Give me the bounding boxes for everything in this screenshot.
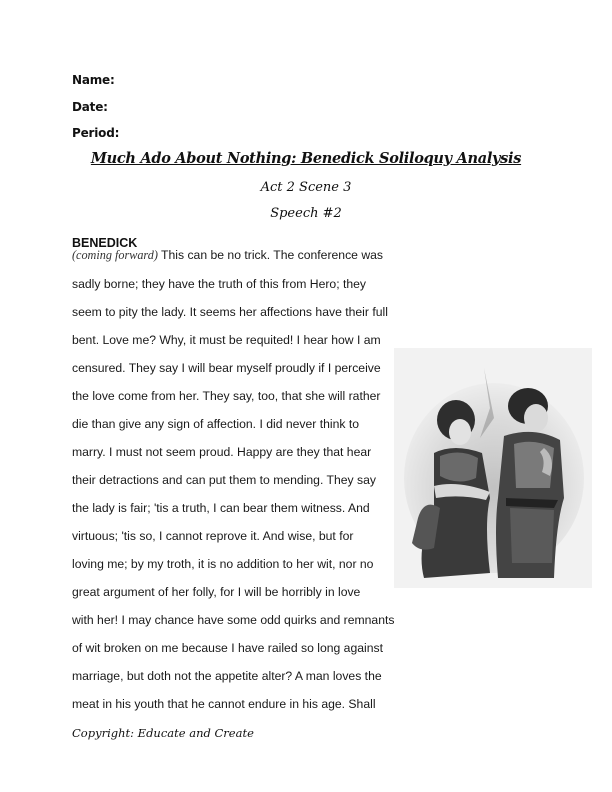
speech-line: virtuous; 'tis so, I cannot reprove it. And wise, but for bbox=[72, 529, 354, 543]
stage-direction: (coming forward) bbox=[72, 248, 158, 262]
speech-line: loving me; by my troth, it is no addition to her wit, nor no bbox=[72, 557, 374, 571]
header-name-label: Name: bbox=[72, 73, 115, 87]
speech-line: seem to pity the lady. It seems her affections have their full bbox=[72, 305, 388, 319]
act-scene-subtitle: Act 2 Scene 3 bbox=[260, 180, 352, 195]
header-date-label: Date: bbox=[72, 100, 108, 114]
speech-line: the love come from her. They say, too, that she will rather bbox=[72, 389, 381, 403]
speech-line: marry. I must not seem proud. Happy are they that hear bbox=[72, 445, 372, 459]
speech-line: die than give any sign of affection. I did never think to bbox=[72, 417, 360, 431]
copyright-footer: Copyright: Educate and Create bbox=[72, 726, 254, 740]
speech-line: sadly borne; they have the truth of this from Hero; they bbox=[72, 277, 367, 291]
speech-line: the lady is fair; 'tis a truth, I can bear them witness. And bbox=[72, 501, 370, 515]
speech-line: bent. Love me? Why, it must be requited! I hear how I am bbox=[72, 333, 381, 347]
speech-line: their detractions and can put them to mending. They say bbox=[72, 473, 376, 487]
speech-line: marriage, but doth not the appetite alter? A man loves the bbox=[72, 669, 382, 683]
speech-line: censured. They say I will bear myself proudly if I perceive bbox=[72, 361, 381, 375]
speech-line: (coming forward) This can be no trick. The conference was bbox=[72, 248, 384, 262]
speech-line: of wit broken on me because I have railed so long against bbox=[72, 641, 383, 655]
beatrice-benedick-illustration bbox=[394, 348, 592, 588]
speech-line: great argument of her folly, for I will be horribly in love bbox=[72, 585, 361, 599]
speaker-name: BENEDICK bbox=[72, 236, 138, 250]
speech-line: with her! I may chance have some odd quirks and remnants bbox=[72, 613, 395, 627]
speech-number-subtitle: Speech #2 bbox=[270, 206, 342, 221]
speech-line: meat in his youth that he cannot endure in his age. Shall bbox=[72, 697, 376, 711]
document-title: Much Ado About Nothing: Benedick Soliloquy Analysis bbox=[90, 150, 522, 167]
header-period-label: Period: bbox=[72, 126, 120, 140]
